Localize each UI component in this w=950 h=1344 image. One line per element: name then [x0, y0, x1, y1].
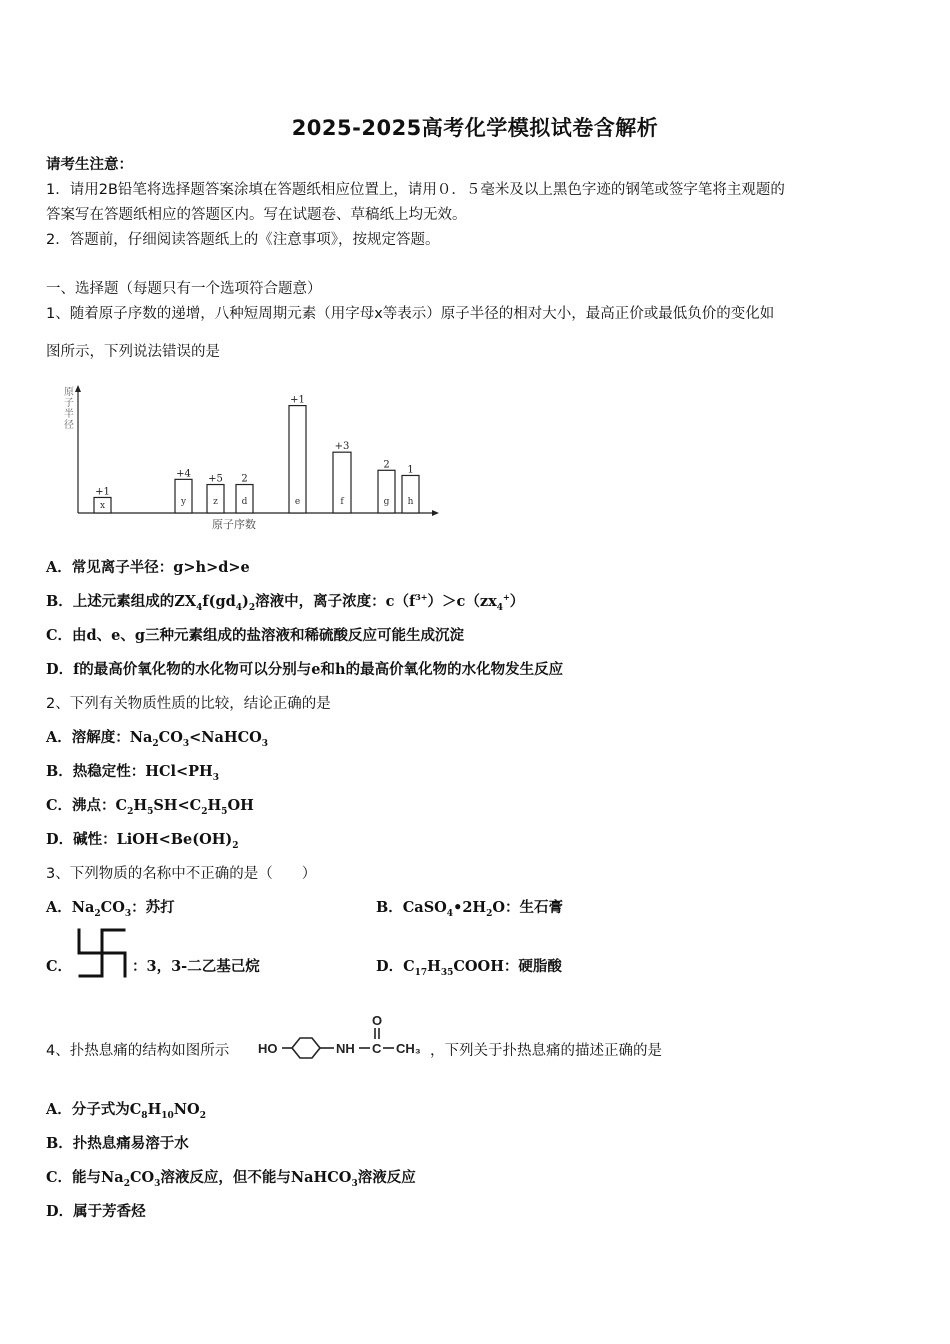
struct-o-text: O: [372, 1013, 383, 1028]
chart-y-axis-arrow: [75, 385, 81, 392]
chart-value-label-h: 1: [407, 464, 414, 476]
q1-option-b: B．上述元素组成的$ZX_4f(gd_4)_2$溶液中，离子浓度：$c(f^{3+})>c(zx_4^+)$: [46, 592, 525, 613]
chart-category-label-h: h: [407, 497, 414, 507]
chart-category-label-z: z: [213, 497, 218, 507]
page-title: 2025-2025高考化学模拟试卷含解析: [291, 116, 659, 140]
section-heading: 一、选择题（每题只有一个选项符合题意）: [46, 281, 322, 297]
struct-nh-text: NH: [336, 1041, 355, 1056]
chart-value-label-x: +1: [95, 486, 110, 498]
q1-atomic-radius-chart: [50, 383, 450, 538]
chart-value-label-y: +4: [176, 468, 191, 480]
chart-x-axis-label: 原子序数: [212, 518, 256, 531]
skeletal-formula-diagram: [74, 926, 130, 980]
notice-line-1a: 1．请用2B铅笔将选择题答案涂填在答题纸相应位置上，请用０．５毫米及以上黑色字迹的钢笔或签字笔将主观题的: [46, 182, 785, 198]
q2-stem: 2、下列有关物质性质的比较，结论正确的是: [46, 696, 331, 712]
q3-option-c-label: C．: [46, 958, 73, 975]
chart-value-label-e: +1: [290, 394, 305, 406]
chart-category-label-y: y: [180, 497, 187, 507]
q2-option-d: D．碱性：$LiOH<Be(OH)_2$: [46, 831, 239, 851]
q2-option-b: B．热稳定性：$HCl<PH_3$: [46, 763, 220, 783]
q4-option-d: D．属于芳香烃: [46, 1203, 146, 1220]
chart-category-label-x: x: [99, 501, 106, 512]
chart-category-label-e: e: [294, 497, 301, 507]
chart-value-label-z: +5: [208, 473, 223, 485]
notice-line-2: 2．答题前，仔细阅读答题纸上的《注意事项》，按规定答题。: [46, 232, 440, 248]
q4-option-a: A．分子式为$C_8H_{10}NO_2$: [46, 1101, 206, 1121]
struct-ho-text: HO: [258, 1041, 278, 1056]
q3-option-b: B．$CaSO_4•2H_2O$：生石膏: [376, 899, 564, 919]
chart-value-label-g: 2: [383, 459, 390, 471]
chart-value-label-d: 2: [241, 473, 248, 485]
q1-option-c: C．由d、e、g三种元素组成的盐溶液和稀硫酸反应可能生成沉淀: [46, 627, 465, 644]
chart-category-label-d: d: [241, 497, 248, 507]
q3-option-a: A．$Na_2CO_3$：苏打: [46, 899, 175, 919]
q1-stem-b: 图所示，下列说法错误的是: [46, 344, 220, 360]
q4-stem-b: ，下列关于扑热息痛的描述正确的是: [430, 1043, 662, 1059]
notice-heading: 请考生注意：: [46, 157, 133, 173]
chart-category-label-g: g: [383, 497, 390, 507]
q1-stem-a: 1、随着原子序数的递增，八种短周期元素（用字母x等表示）原子半径的相对大小，最高正价或最低负价的变化如: [46, 306, 775, 322]
q4-stem-a: 4、扑热息痛的结构如图所示: [46, 1043, 230, 1059]
chart-bar-h: [402, 475, 419, 513]
chart-x-axis-arrow: [432, 510, 439, 516]
q2-option-a: A．溶解度：$Na_2CO_3<NaHCO_3$: [46, 729, 269, 749]
notice-line-1b: 答案写在答题纸相应的答题区内。写在试题卷、草稿纸上均无效。: [46, 207, 467, 223]
chart-value-label-f: +3: [334, 441, 350, 453]
chart-y-axis-label: 原子半径: [64, 387, 74, 431]
chart-category-label-f: f: [340, 497, 344, 507]
q4-option-b: B．扑热息痛易溶于水: [46, 1135, 189, 1152]
struct-c-text: C: [372, 1041, 382, 1056]
q1-option-a: A．常见离子半径：g>h>d>e: [46, 559, 250, 576]
q3-stem: 3、下列物质的名称中不正确的是（ ）: [46, 866, 317, 882]
q4-option-c: C．能与$Na_2CO_3$溶液反应，但不能与NaHCO$_3$溶液反应: [46, 1169, 416, 1189]
paracetamol-structure: [256, 1010, 428, 1062]
q1-option-d: D．f的最高价氧化物的水化物可以分别与e和h的最高价氧化物的水化物发生反应: [46, 661, 564, 678]
q2-option-c: C．沸点：$C_2H_5SH<C_2H_5OH$: [46, 797, 254, 817]
q3-option-c-text: ：3，3-二乙基己烷: [132, 958, 260, 975]
q3-option-d: D．$C_{17}H_{35}COOH$：硬脂酸: [376, 958, 562, 978]
struct-ch3-text: CH₃: [396, 1041, 421, 1056]
